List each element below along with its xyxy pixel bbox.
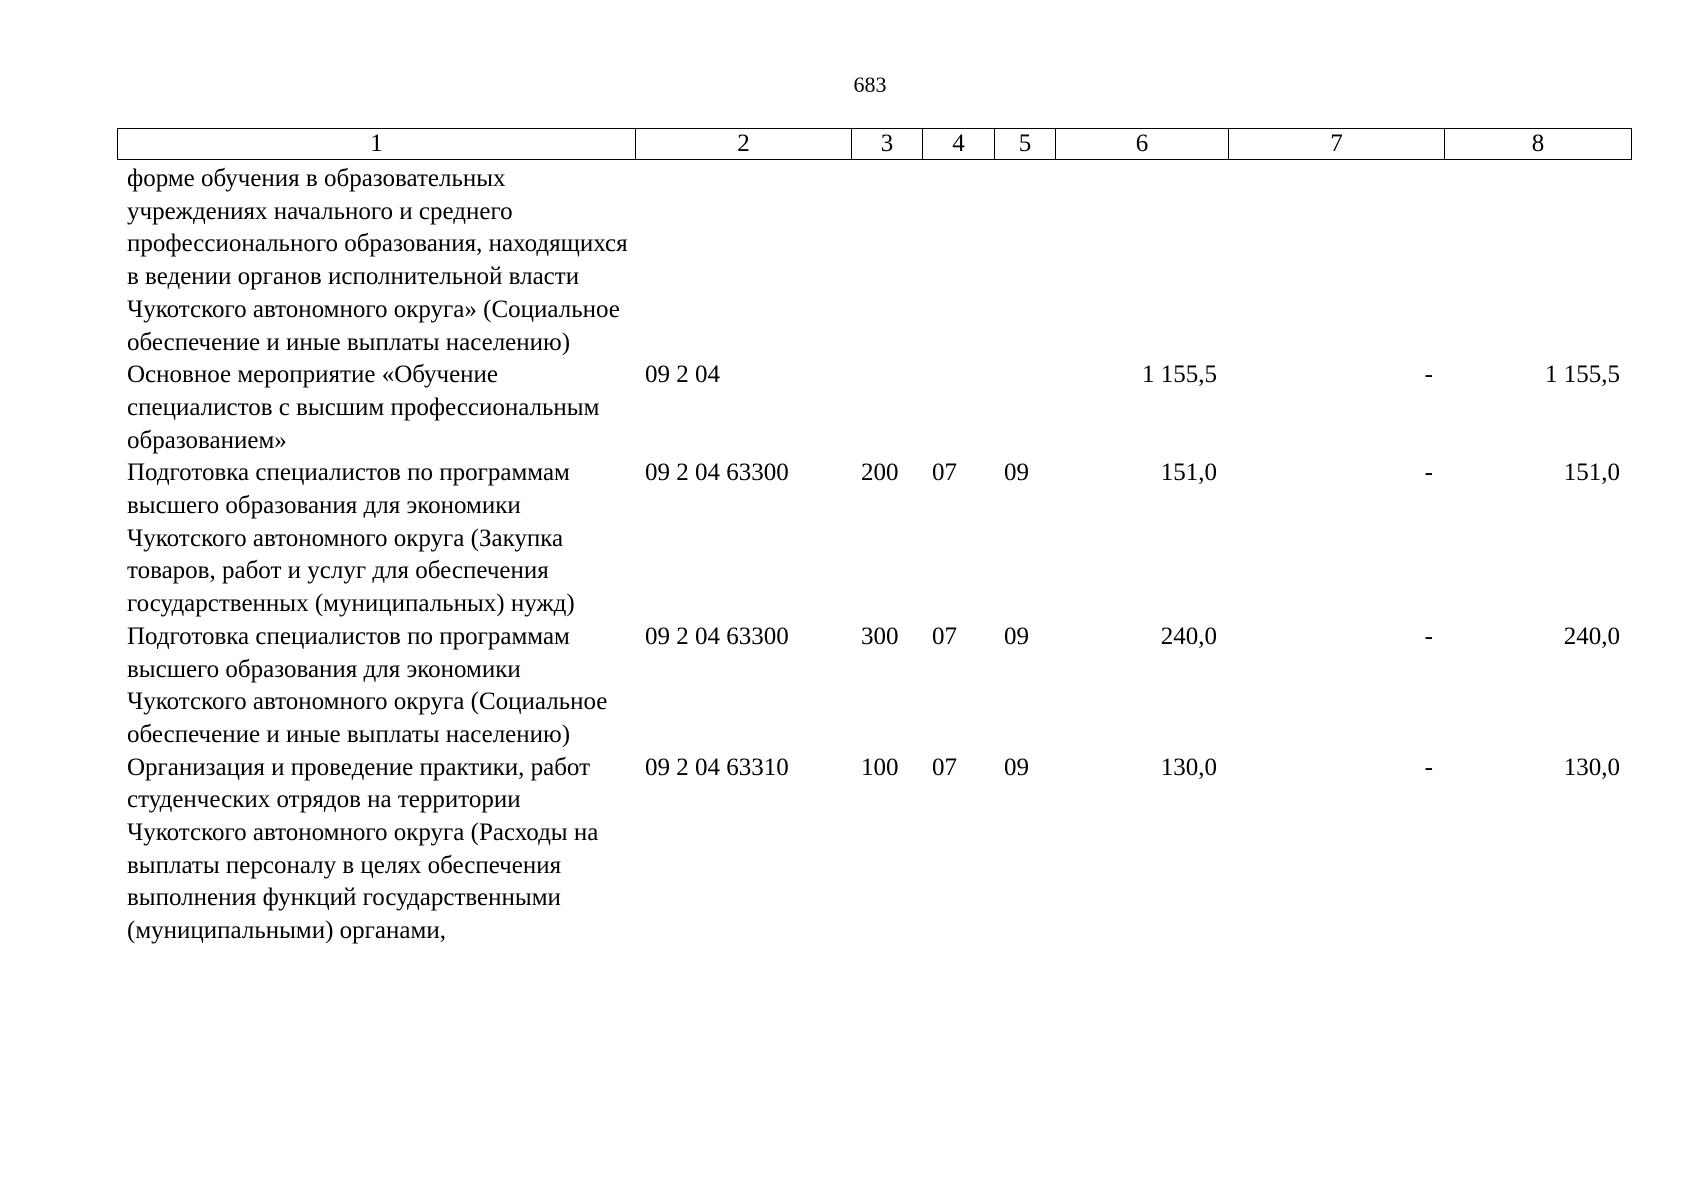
column-header-table	[117, 128, 1632, 160]
row-sum-1: 151,0	[1160, 459, 1217, 487]
column-header-3: 3	[852, 129, 923, 160]
table-row	[117, 163, 1631, 359]
row-sum-2	[1228, 163, 1444, 359]
row-sum-2: -	[1424, 622, 1433, 650]
row-sum-1: 1 155,5	[1142, 361, 1217, 389]
row-code: 09 2 04 63310	[645, 753, 789, 781]
row-rz: 07	[932, 459, 957, 487]
column-header-2: 2	[636, 129, 852, 160]
row-vr: 300	[861, 622, 899, 650]
row-sum-3: 1 155,5	[1545, 361, 1620, 389]
row-name: форме обучения в образовательных учреждениях начального и среднего профессионального образования, находящихся в ведении органов исполнительной власти Чукотского автономного округа» (Социальное обеспечение и иные выплаты населению)	[127, 165, 628, 356]
row-name: Организация и проведение практики, работ студенческих отрядов на территории Чукотского автономного округа (Расходы на выплаты персоналу в целях обеспечения выполнения функций государственными (муниципальными) органами,	[127, 753, 599, 945]
page-number: 683	[853, 72, 887, 97]
row-sum-1: 240,0	[1160, 622, 1217, 650]
table-row	[117, 457, 1631, 621]
row-name: Подготовка специалистов по программам высшего образования для экономики Чукотского автономного округа (Социальное обеспечение и иные выплаты населению)	[127, 622, 608, 748]
row-rz	[922, 163, 994, 359]
table-row	[117, 621, 1631, 752]
row-sum-3: 151,0	[1563, 459, 1620, 487]
row-name: Подготовка специалистов по программам высшего образования для экономики Чукотского автономного округа (Закупка товаров, работ и услуг для обеспечения государственных (муниципальных) нужд)	[127, 459, 575, 618]
row-sum-2: -	[1424, 459, 1433, 487]
row-code	[635, 163, 851, 359]
row-sum-2: -	[1424, 361, 1433, 389]
budget-table	[117, 163, 1631, 948]
row-code: 09 2 04	[645, 361, 720, 389]
column-header-6: 6	[1056, 129, 1229, 160]
column-header-8: 8	[1445, 129, 1632, 160]
row-vr	[851, 359, 922, 457]
row-name: Основное мероприятие «Обучение специалистов с высшим профессиональным образованием»	[127, 361, 600, 454]
row-sum-2: -	[1424, 753, 1433, 781]
table-row	[117, 752, 1631, 948]
row-pr	[994, 359, 1055, 457]
column-header-5: 5	[995, 129, 1056, 160]
row-vr: 100	[861, 753, 899, 781]
row-sum-3: 240,0	[1563, 622, 1620, 650]
column-header-7: 7	[1229, 129, 1445, 160]
column-header-row	[118, 129, 1632, 160]
row-code: 09 2 04 63300	[645, 459, 789, 487]
column-header-4: 4	[923, 129, 995, 160]
row-pr: 09	[1004, 622, 1029, 650]
row-sum-1	[1055, 163, 1228, 359]
row-rz: 07	[932, 753, 957, 781]
row-sum-3	[1444, 163, 1631, 359]
row-code: 09 2 04 63300	[645, 622, 789, 650]
row-rz	[922, 359, 994, 457]
table-row	[117, 359, 1631, 457]
row-sum-3: 130,0	[1563, 753, 1620, 781]
row-rz: 07	[932, 622, 957, 650]
row-vr: 200	[861, 459, 899, 487]
row-pr	[994, 163, 1055, 359]
column-header-1: 1	[118, 129, 636, 160]
row-pr: 09	[1004, 753, 1029, 781]
row-sum-1: 130,0	[1160, 753, 1217, 781]
row-vr	[851, 163, 922, 359]
row-pr: 09	[1004, 459, 1029, 487]
